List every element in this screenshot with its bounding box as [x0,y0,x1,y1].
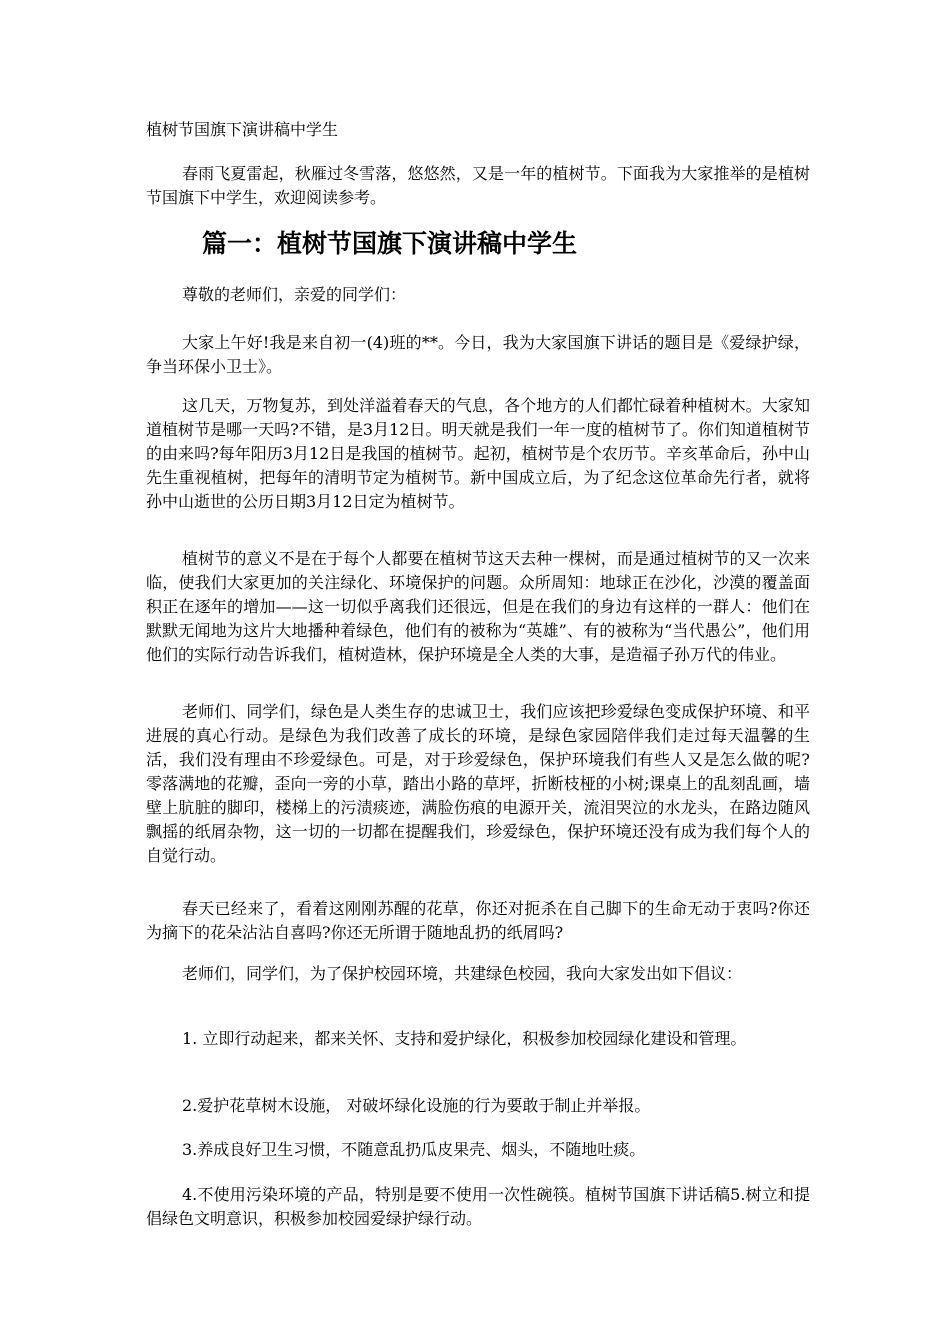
proposal-item: 2.爱护花草树木设施， 对破坏绿化设施的行为要敢于制止并举报。 [182,1096,651,1115]
section-heading: 篇一：植树节国旗下演讲稿中学生 [202,229,578,258]
proposal-item: 1. 立即行动起来，都来关怀、支持和爱护绿化，积极参加校园绿化建设和管理。 [182,1029,747,1048]
body-paragraph: 春天已经来了，看着这刚刚苏醒的花草，你还对扼杀在自己脚下的生命无动于衷吗?你还为摘下的花朵沾沾自喜吗?你还无所谓于随地乱扔的纸屑吗? [146,899,810,942]
body-paragraph: 老师们，同学们，为了保护校园环境，共建绿色校园，我向大家发出如下倡议： [182,964,743,983]
body-paragraph: 大家上午好!我是来自初一(4)班的**。今日，我为大家国旗下讲话的题目是《爱绿护绿，争当环保小卫士》。 [146,333,810,376]
salutation-paragraph: 尊敬的老师们，亲爱的同学们： [182,285,407,304]
body-paragraph: 这几天，万物复苏，到处洋溢着春天的气息，各个地方的人们都忙碌着种植树木。大家知道植树节是哪一天吗?不错，是3月12日。明天就是我们一年一度的植树节了。你们知道植树节的由来吗?每年阳历3月12日是我国的植树节。起初，植树节是个农历节。辛亥革命后，孙中山先生重视植树，把每年的清明节定为植树节。新中国成立后，为了纪念这位革命先行者，就将孙中山逝世的公历日期3月12日定为植树节。 [146,396,810,511]
body-paragraph: 植树节的意义不是在于每个人都要在植树节这天去种一棵树，而是通过植树节的又一次来临，使我们大家更加的关注绿化、环境保护的问题。众所周知：地球正在沙化，沙漠的覆盖面积正在逐年的增加——这一切似乎离我们还很远，但是在我们的身边有这样的一群人：他们在默默无闻地为这片大地播种着绿色，他们有的被称为“英雄”、有的被称为“当代愚公”，他们用他们的实际行动告诉我们，植树造林，保护环境是全人类的大事，是造福子孙万代的伟业。 [146,549,810,664]
document-title: 植树节国旗下演讲稿中学生 [146,120,339,139]
intro-paragraph: 春雨飞夏雷起，秋雁过冬雪落，悠悠然，又是一年的植树节。下面我为大家推举的是植树节国旗下中学生，欢迎阅读参考。 [146,164,810,207]
body-paragraph: 老师们、同学们，绿色是人类生存的忠诚卫士，我们应该把珍爱绿色变成保护环境、和平进展的真心行动。是绿色为我们改善了成长的环境，是绿色家园陪伴我们走过每天温馨的生活，我们没有理由不珍爱绿色。可是，对于珍爱绿色，保护环境我们有些人又是怎么做的呢?零落满地的花瓣，歪向一旁的小草，踏出小路的草坪，折断枝桠的小树;课桌上的乱刻乱画，墙壁上肮脏的脚印，楼梯上的污渍痰迹，满脸伤痕的电源开关，流泪哭泣的水龙头，在路边随风飘摇的纸屑杂物，这一切的一切都在提醒我们，珍爱绿色，保护环境还没有成为我们每个人的自觉行动。 [146,702,810,865]
proposal-item: 4.不使用污染环境的产品，特别是要不使用一次性碗筷。植树节国旗下讲话稿5.树立和提倡绿色文明意识，积极参加校园爱绿护绿行动。 [146,1185,810,1228]
proposal-item: 3.养成良好卫生习惯，不随意乱扔瓜皮果壳、烟头，不随地吐痰。 [182,1140,646,1159]
